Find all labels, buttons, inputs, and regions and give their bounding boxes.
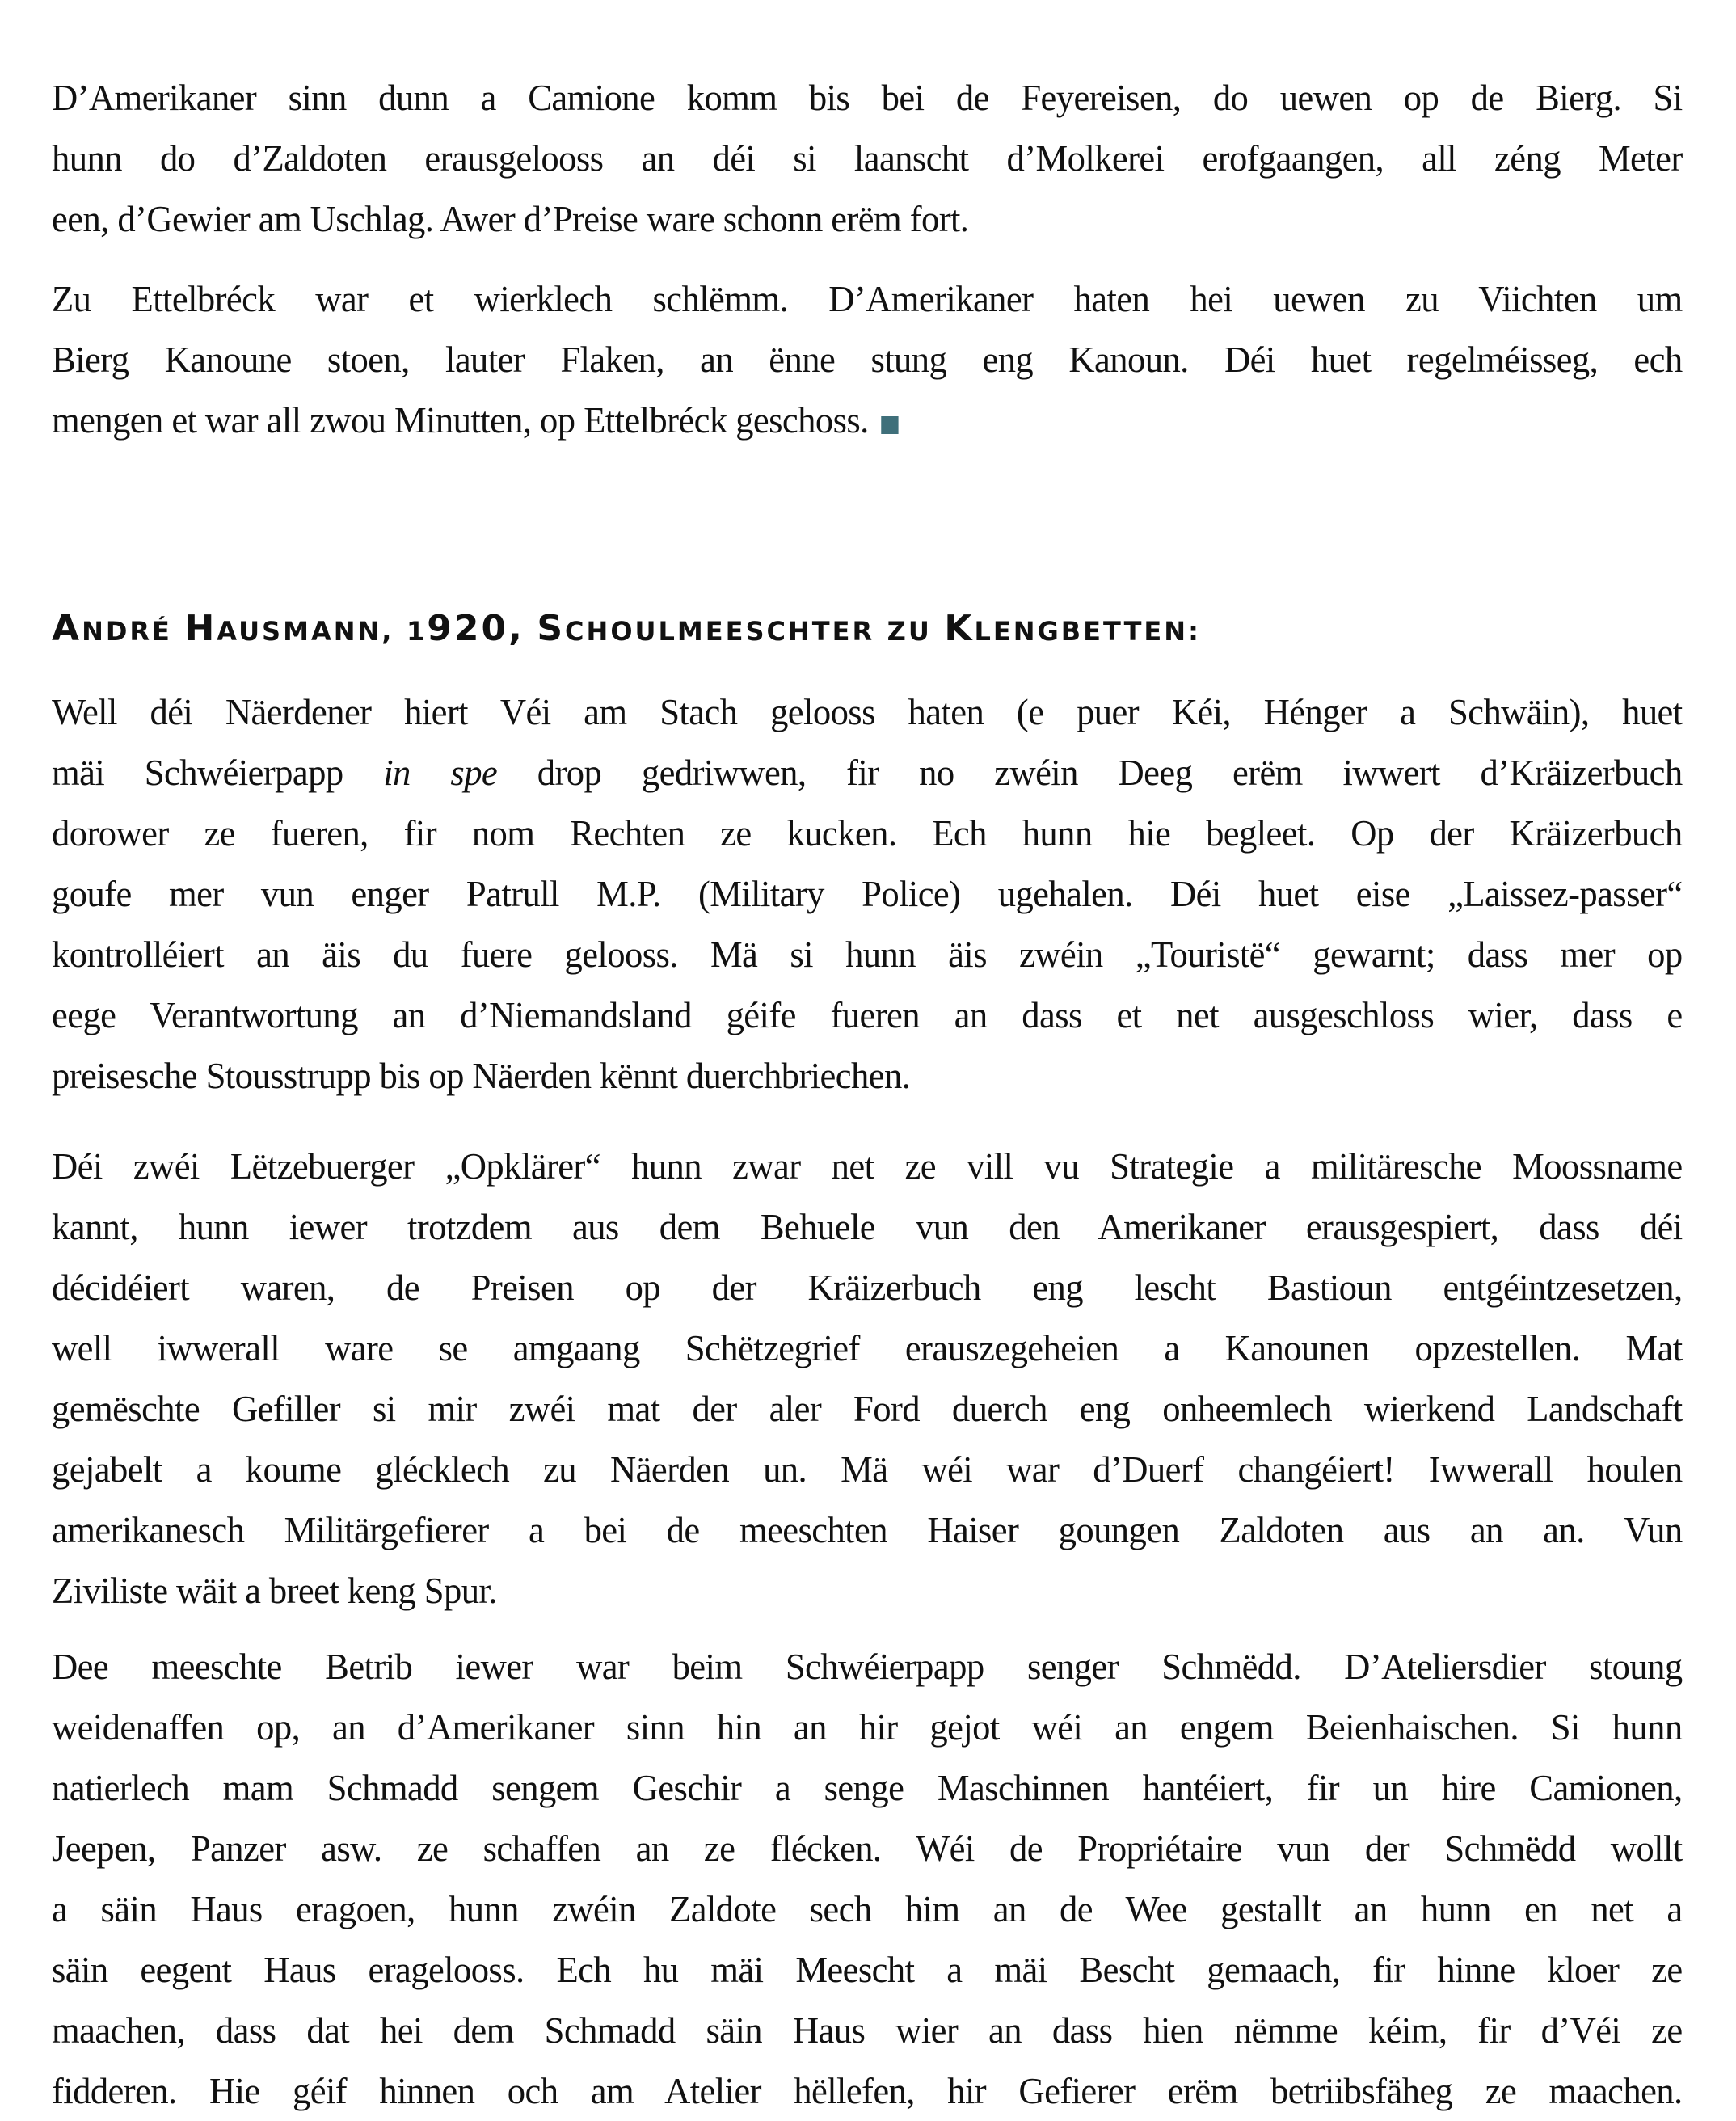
end-of-article-square-icon [881,416,898,434]
text-line-with-end-mark [52,390,1683,450]
text-line: kontrolléiert an äis du fuere gelooss. Mä si hunn äis zwéin „Touristë“ gewarnt; dass mer op [52,934,1683,975]
text-line: maachen, dass dat hei dem Schmadd säin Haus wier an dass hien nëmme kéim, fir d’Véi ze [52,2009,1683,2051]
paragraph-2 [52,268,1683,450]
text-line: gemëschte Gefiller si mir zwéi mat der aler Ford duerch eng onheemlech wierkend Landschaft [52,1388,1683,1429]
heading-letter: K [944,608,975,649]
paragraph-1 [52,67,1683,249]
text-line: Dee meeschte Betrib iewer war beim Schwéierpapp senger Schmëdd. D’Ateliersdier stoung [52,1646,1683,1687]
text-segment: drop gedriwwen, fir no zwéin Deeg erëm iwwert d’Kräizerbuch [497,752,1683,793]
paragraph-5-wrap [52,1636,1733,2121]
heading-letter: H [184,608,217,649]
heading-letter: A [52,608,82,649]
paragraph-3-wrap [52,681,1733,1106]
text-line: amerikanesch Militärgefierer a bei de meeschten Haiser goungen Zaldoten aus an an. Vun [52,1509,1683,1550]
text-line: weidenaffen op, an d’Amerikaner sinn hin an hir gejot wéi an engem Beienhaischen. Si hunn [52,1706,1683,1748]
text-line: mengen et war all zwou Minutten, op Ettelbréck geschoss. [52,399,869,441]
paragraph-5 [52,1636,1683,2121]
text-line-with-italic [52,742,1683,803]
paragraph-4 [52,1136,1683,1621]
text-line: D’Amerikaner sinn dunn a Camione komm bis bei de Feyereisen, do uewen op de Bierg. Si [52,77,1683,118]
heading-letters: NDRÉ [82,616,172,647]
text-line: Bierg Kanoune stoen, lauter Flaken, an ënne stung eng Kanoun. Déi huet regelméisseg, ech [52,339,1683,380]
text-segment: mäi Schwéierpapp [52,752,384,793]
section-intro [52,67,1733,249]
text-line: well iwwerall ware se amgaang Schëtzegrief erauszegeheien a Kanounen opzestellen. Mat [52,1327,1683,1368]
italic-phrase: in spe [383,752,498,793]
heading-letter: 1 [406,616,428,647]
text-line: gejabelt a koume glécklech zu Näerden un. Mä wéi war d’Duerf changéiert! Iwwerall houlen [52,1448,1683,1490]
text-line: eege Verantwortung an d’Niemandsland géife fueren an dass et net ausgeschloss wier, dass e [52,994,1683,1035]
paragraph-3 [52,681,1683,1106]
speaker-heading [52,608,1201,649]
text-line: Well déi Näerdener hiert Véi am Stach gelooss haten (e puer Kéi, Hénger a Schwäin), huet [52,691,1683,732]
heading-letters: CHOULMEESCHTER [565,616,875,647]
heading-letters: 920, [427,608,525,649]
text-line: dorower ze fueren, fir nom Rechten ze kucken. Ech hunn hie begleet. Op der Kräizerbuch [52,812,1683,854]
heading-letters: AUSMANN, [217,616,394,647]
text-line: décidéiert waren, de Preisen op der Kräizerbuch eng lescht Bastioun entgéintzesetzen, [52,1267,1683,1308]
paragraph-4-wrap [52,1136,1733,1621]
text-line: Jeepen, Panzer asw. ze schaffen an ze flécken. Wéi de Propriétaire vun der Schmëdd wollt [52,1828,1683,1869]
text-line: een, d’Gewier am Uschlag. Awer d’Preise ware schonn erëm fort. [52,198,969,239]
text-line: natierlech mam Schmadd sengem Geschir a senge Maschinnen hantéiert, fir un hire Camionen, [52,1767,1683,1808]
text-line: preisesche Stousstrupp bis op Näerden kënnt duerchbriechen. [52,1055,911,1096]
text-line: Zu Ettelbréck war et wierklech schlëmm. D’Amerikaner haten hei uewen zu Viichten um [52,278,1683,319]
text-line: a säin Haus eragoen, hunn zwéin Zaldote sech him an de Wee gestallt an hunn en net a [52,1888,1683,1929]
text-line: Déi zwéi Lëtzebuerger „Opklärer“ hunn zwar net ze vill vu Strategie a militäresche Moossname [52,1145,1683,1187]
heading-letter: Z [887,616,908,647]
section-intro-2 [52,268,1733,450]
heading-letters: LENGBETTEN: [974,616,1201,647]
text-line: Ziviliste wäit a breet keng Spur. [52,1570,497,1611]
text-line: goufe mer vun enger Patrull M.P. (Military Police) ugehalen. Déi huet eise „Laissez-passer“ [52,873,1683,914]
heading-letters: U [908,616,932,647]
text-line: säin eegent Haus eragelooss. Ech hu mäi Meescht a mäi Bescht gemaach, fir hinne kloer ze [52,1949,1683,1990]
text-line: hunn do d’Zaldoten erausgelooss an déi si laanscht d’Molkerei erofgaangen, all zéng Meter [52,137,1683,179]
text-line: kannt, hunn iewer trotzdem aus dem Behuele vun den Amerikaner erausgespiert, dass déi [52,1206,1683,1247]
text-line: fidderen. Hie géif hinnen och am Atelier hëllefen, hir Gefierer erëm betriibsfäheg ze maachen. [52,2070,1683,2111]
heading-letter: S [537,608,566,649]
section-interview [52,608,1201,649]
